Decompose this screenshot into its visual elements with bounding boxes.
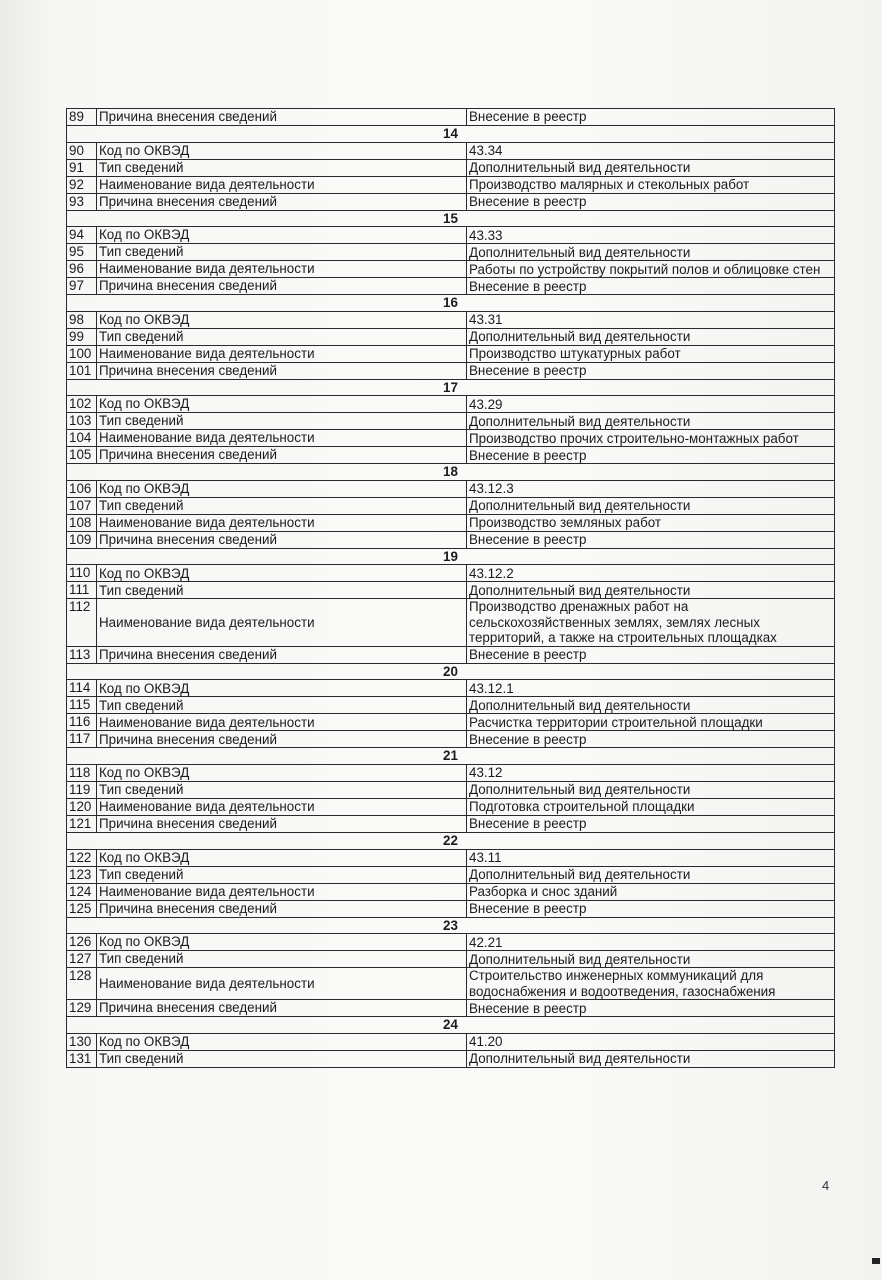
field-name: Тип сведений (97, 951, 467, 968)
row-number: 117 (67, 731, 97, 748)
row-number: 102 (67, 396, 97, 413)
section-header-row (67, 548, 835, 565)
table-row (67, 1033, 835, 1050)
row-number: 119 (67, 782, 97, 799)
section-number: 23 (67, 917, 835, 934)
field-value: Работы по устройству покрытий полов и облицовке стен (467, 261, 835, 278)
table-row (67, 328, 835, 345)
section-header-row (67, 917, 835, 934)
field-value: Внесение в реестр (467, 531, 835, 548)
table-row (67, 227, 835, 244)
row-number: 101 (67, 362, 97, 379)
field-value: Внесение в реестр (467, 816, 835, 833)
field-value: Внесение в реестр (467, 109, 835, 126)
table-row (67, 714, 835, 731)
field-name: Код по ОКВЭД (97, 142, 467, 159)
table-row (67, 680, 835, 697)
field-value: Производство малярных и стекольных работ (467, 176, 835, 193)
field-name: Тип сведений (97, 697, 467, 714)
field-value: Внесение в реестр (467, 447, 835, 464)
table-row (67, 278, 835, 295)
row-number: 112 (67, 599, 97, 647)
table-row (67, 968, 835, 1000)
table-row (67, 599, 835, 647)
field-value: Производство земляных работ (467, 514, 835, 531)
section-number: 17 (67, 379, 835, 396)
field-value: Разборка и снос зданий (467, 883, 835, 900)
field-value: 43.34 (467, 142, 835, 159)
row-number: 89 (67, 109, 97, 126)
field-name: Наименование вида деятельности (97, 261, 467, 278)
row-number: 92 (67, 176, 97, 193)
row-number: 99 (67, 328, 97, 345)
row-number: 90 (67, 142, 97, 159)
field-name: Тип сведений (97, 866, 467, 883)
field-value: 43.31 (467, 311, 835, 328)
field-name: Наименование вида деятельности (97, 176, 467, 193)
section-header-row (67, 379, 835, 396)
table-row (67, 497, 835, 514)
field-name: Причина внесения сведений (97, 816, 467, 833)
field-name: Наименование вида деятельности (97, 345, 467, 362)
field-value: Внесение в реестр (467, 900, 835, 917)
field-name: Код по ОКВЭД (97, 565, 467, 582)
field-name: Причина внесения сведений (97, 193, 467, 210)
row-number: 129 (67, 1000, 97, 1017)
table-row (67, 396, 835, 413)
row-number: 122 (67, 849, 97, 866)
row-number: 116 (67, 714, 97, 731)
section-number: 16 (67, 295, 835, 312)
field-value: Дополнительный вид деятельности (467, 866, 835, 883)
table-row (67, 900, 835, 917)
field-name: Код по ОКВЭД (97, 227, 467, 244)
table-row (67, 193, 835, 210)
row-number: 126 (67, 934, 97, 951)
field-value: 43.11 (467, 849, 835, 866)
row-number: 97 (67, 278, 97, 295)
field-value: Производство прочих строительно-монтажных работ (467, 430, 835, 447)
row-number: 95 (67, 244, 97, 261)
field-name: Причина внесения сведений (97, 900, 467, 917)
field-name: Причина внесения сведений (97, 646, 467, 663)
section-header-row (67, 833, 835, 850)
corner-mark (872, 1258, 880, 1264)
field-value: Дополнительный вид деятельности (467, 244, 835, 261)
field-name: Наименование вида деятельности (97, 430, 467, 447)
field-value: Внесение в реестр (467, 646, 835, 663)
field-name: Тип сведений (97, 582, 467, 599)
table-row (67, 883, 835, 900)
row-number: 103 (67, 413, 97, 430)
row-number: 100 (67, 345, 97, 362)
table-row (67, 345, 835, 362)
okved-table (66, 108, 835, 1068)
section-number: 14 (67, 126, 835, 143)
row-number: 91 (67, 159, 97, 176)
section-number: 15 (67, 210, 835, 227)
field-name: Код по ОКВЭД (97, 396, 467, 413)
row-number: 93 (67, 193, 97, 210)
table-row (67, 244, 835, 261)
section-header-row (67, 1017, 835, 1034)
field-value: Подготовка строительной площадки (467, 799, 835, 816)
table-row (67, 430, 835, 447)
table-row (67, 866, 835, 883)
field-value: Дополнительный вид деятельности (467, 413, 835, 430)
field-name: Причина внесения сведений (97, 109, 467, 126)
table-row (67, 1050, 835, 1067)
section-number: 24 (67, 1017, 835, 1034)
row-number: 120 (67, 799, 97, 816)
field-name: Причина внесения сведений (97, 531, 467, 548)
field-name: Тип сведений (97, 328, 467, 345)
table-row (67, 849, 835, 866)
okved-table-body (67, 109, 835, 1068)
table-row (67, 109, 835, 126)
row-number: 113 (67, 646, 97, 663)
table-row (67, 261, 835, 278)
field-value: 43.12.3 (467, 480, 835, 497)
table-row (67, 697, 835, 714)
field-name: Код по ОКВЭД (97, 934, 467, 951)
field-value: Внесение в реестр (467, 731, 835, 748)
field-name: Тип сведений (97, 1050, 467, 1067)
field-value: Дополнительный вид деятельности (467, 951, 835, 968)
field-name: Тип сведений (97, 782, 467, 799)
table-row (67, 951, 835, 968)
row-number: 115 (67, 697, 97, 714)
row-number: 131 (67, 1050, 97, 1067)
field-value: 43.29 (467, 396, 835, 413)
table-row (67, 1000, 835, 1017)
table-row (67, 311, 835, 328)
field-name: Код по ОКВЭД (97, 765, 467, 782)
field-value: 43.12.2 (467, 565, 835, 582)
field-value: 41.20 (467, 1033, 835, 1050)
row-number: 109 (67, 531, 97, 548)
table-row (67, 413, 835, 430)
field-name: Наименование вида деятельности (97, 714, 467, 731)
table-row (67, 782, 835, 799)
section-number: 18 (67, 464, 835, 481)
field-value: Строительство инженерных коммуникаций для водоснабжения и водоотведения, газоснабжения (467, 968, 835, 1000)
section-header-row (67, 748, 835, 765)
row-number: 125 (67, 900, 97, 917)
row-number: 108 (67, 514, 97, 531)
field-value: Дополнительный вид деятельности (467, 697, 835, 714)
section-header-row (67, 663, 835, 680)
table-row (67, 176, 835, 193)
row-number: 130 (67, 1033, 97, 1050)
row-number: 96 (67, 261, 97, 278)
row-number: 105 (67, 447, 97, 464)
field-value: Внесение в реестр (467, 278, 835, 295)
field-value: Внесение в реестр (467, 1000, 835, 1017)
field-name: Наименование вида деятельности (97, 599, 467, 647)
row-number: 110 (67, 565, 97, 582)
table-row (67, 799, 835, 816)
field-value: Расчистка территории строительной площадки (467, 714, 835, 731)
field-name: Наименование вида деятельности (97, 799, 467, 816)
field-name: Наименование вида деятельности (97, 883, 467, 900)
field-value: Дополнительный вид деятельности (467, 328, 835, 345)
row-number: 94 (67, 227, 97, 244)
table-row (67, 582, 835, 599)
section-header-row (67, 210, 835, 227)
field-name: Тип сведений (97, 159, 467, 176)
section-header-row (67, 295, 835, 312)
field-name: Код по ОКВЭД (97, 849, 467, 866)
field-value: Внесение в реестр (467, 193, 835, 210)
row-number: 121 (67, 816, 97, 833)
row-number: 118 (67, 765, 97, 782)
section-header-row (67, 126, 835, 143)
field-name: Причина внесения сведений (97, 362, 467, 379)
section-number: 21 (67, 748, 835, 765)
field-name: Тип сведений (97, 413, 467, 430)
field-value: Дополнительный вид деятельности (467, 582, 835, 599)
field-name: Тип сведений (97, 497, 467, 514)
section-number: 19 (67, 548, 835, 565)
field-name: Причина внесения сведений (97, 731, 467, 748)
field-name: Код по ОКВЭД (97, 480, 467, 497)
field-value: Дополнительный вид деятельности (467, 497, 835, 514)
table-row (67, 447, 835, 464)
field-value: 43.33 (467, 227, 835, 244)
row-number: 114 (67, 680, 97, 697)
table-row (67, 362, 835, 379)
table-row (67, 934, 835, 951)
field-value: Дополнительный вид деятельности (467, 159, 835, 176)
field-name: Код по ОКВЭД (97, 680, 467, 697)
field-value: 42.21 (467, 934, 835, 951)
table-row (67, 480, 835, 497)
section-number: 22 (67, 833, 835, 850)
row-number: 107 (67, 497, 97, 514)
field-value: Дополнительный вид деятельности (467, 782, 835, 799)
field-name: Причина внесения сведений (97, 1000, 467, 1017)
table-row (67, 731, 835, 748)
table-row (67, 142, 835, 159)
field-name: Код по ОКВЭД (97, 1033, 467, 1050)
row-number: 104 (67, 430, 97, 447)
field-value: Производство штукатурных работ (467, 345, 835, 362)
section-number: 20 (67, 663, 835, 680)
field-value: Дополнительный вид деятельности (467, 1050, 835, 1067)
field-value: 43.12 (467, 765, 835, 782)
table-row (67, 514, 835, 531)
table-row (67, 565, 835, 582)
row-number: 123 (67, 866, 97, 883)
table-row (67, 646, 835, 663)
row-number: 98 (67, 311, 97, 328)
table-row (67, 531, 835, 548)
field-name: Причина внесения сведений (97, 447, 467, 464)
row-number: 128 (67, 968, 97, 1000)
table-row (67, 159, 835, 176)
table-row (67, 765, 835, 782)
field-value: Внесение в реестр (467, 362, 835, 379)
field-name: Наименование вида деятельности (97, 968, 467, 1000)
field-name: Наименование вида деятельности (97, 514, 467, 531)
field-name: Причина внесения сведений (97, 278, 467, 295)
field-value: Производство дренажных работ на сельскохозяйственных землях, землях лесных территорий, а также на строительных площадках (467, 599, 835, 647)
section-header-row (67, 464, 835, 481)
field-name: Тип сведений (97, 244, 467, 261)
row-number: 111 (67, 582, 97, 599)
page-number: 4 (822, 1178, 830, 1193)
field-name: Код по ОКВЭД (97, 311, 467, 328)
row-number: 106 (67, 480, 97, 497)
row-number: 124 (67, 883, 97, 900)
row-number: 127 (67, 951, 97, 968)
field-value: 43.12.1 (467, 680, 835, 697)
table-row (67, 816, 835, 833)
